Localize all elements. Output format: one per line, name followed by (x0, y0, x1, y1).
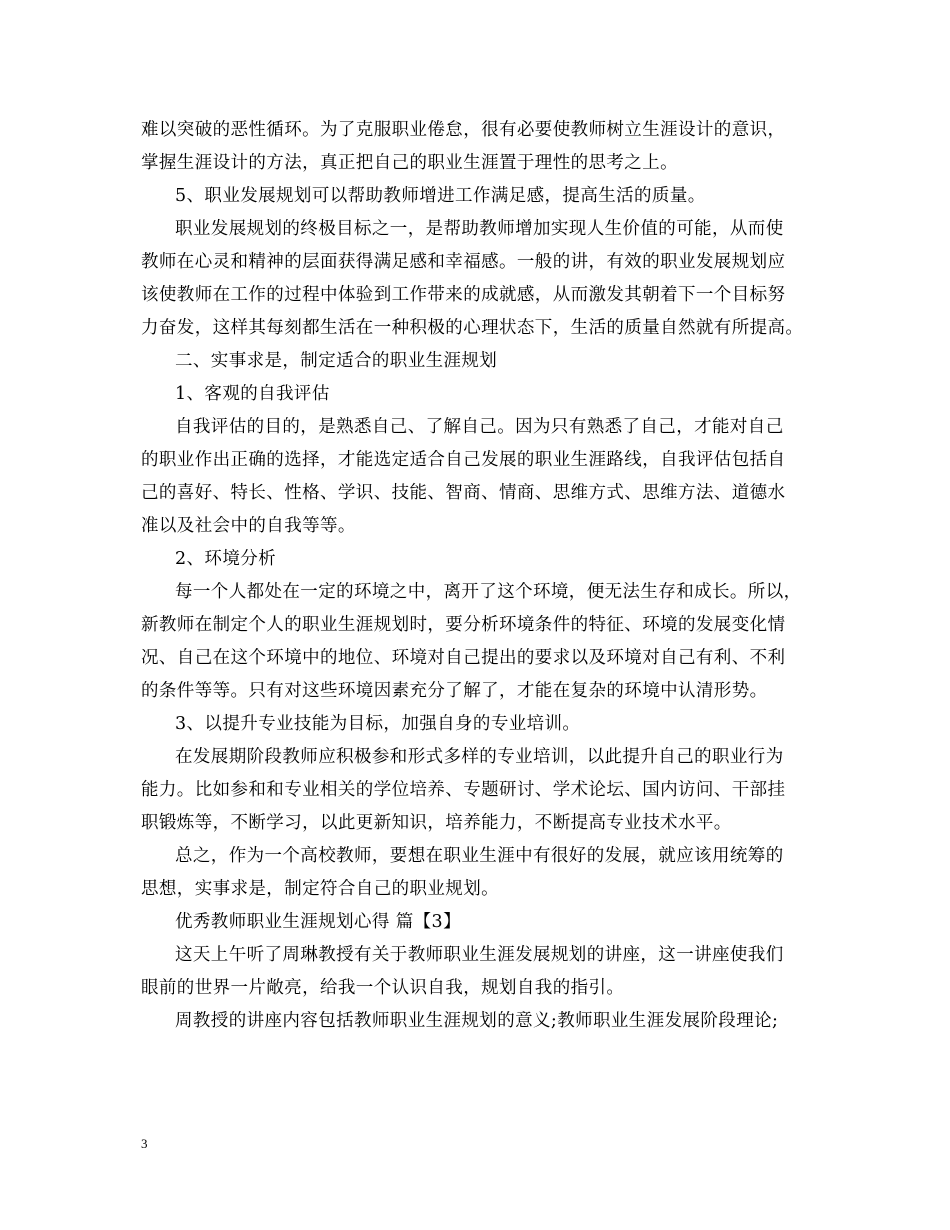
text-line: 周教授的讲座内容包括教师职业生涯规划的意义;教师职业生涯发展阶段理论; (175, 1011, 779, 1031)
text-line: 每一个人都处在一定的环境之中，离开了这个环境，便无法生存和成长。所以， (175, 582, 802, 602)
text-line: 思想，实事求是，制定符合自己的职业规划。 (141, 879, 499, 899)
text-line: 准以及社会中的自我等等。 (141, 516, 356, 536)
text-line: 这天上午听了周琳教授有关于教师职业生涯发展规划的讲座，这一讲座使我们 (175, 945, 784, 965)
text-line: 在发展期阶段教师应积极参和形式多样的专业培训，以此提升自己的职业行为 (175, 747, 784, 767)
article-heading: 优秀教师职业生涯规划心得 篇【3】 (175, 912, 461, 932)
section-heading: 二、实事求是，制定适合的职业生涯规划 (175, 351, 498, 371)
text-line: 的条件等等。只有对这些环境因素充分了解了，才能在复杂的环境中认清形势。 (141, 681, 768, 701)
text-line: 眼前的世界一片敞亮，给我一个认识自我，规划自我的指引。 (141, 978, 625, 998)
subsection-heading: 3、以提升专业技能为目标，加强自身的专业培训。 (175, 714, 581, 734)
text-line: 的职业作出正确的选择，才能选定适合自己发展的职业生涯路线，自我评估包括自 (141, 450, 786, 470)
text-line: 职锻炼等，不断学习，以此更新知识，培养能力，不断提高专业技术水平。 (141, 813, 732, 833)
text-line: 该使教师在工作的过程中体验到工作带来的成就感，从而激发其朝着下一个目标努 (141, 285, 786, 305)
subsection-heading: 1、客观的自我评估 (175, 384, 330, 404)
subsection-heading: 2、环境分析 (175, 549, 277, 569)
text-line: 自我评估的目的，是熟悉自己、了解自己。因为只有熟悉了自己，才能对自己 (175, 417, 784, 437)
text-line: 掌握生涯设计的方法，真正把自己的职业生涯置于理性的思考之上。 (141, 153, 678, 173)
body-text (141, 114, 811, 1038)
text-line: 总之，作为一个高校教师，要想在职业生涯中有很好的发展，就应该用统筹的 (175, 846, 784, 866)
text-line: 教师在心灵和精神的层面获得满足感和幸福感。一般的讲，有效的职业发展规划应 (141, 252, 786, 272)
page-number: 3 (141, 1136, 148, 1151)
text-line: 能力。比如参和和专业相关的学位培养、专题研讨、学术论坛、国内访问、干部挂 (141, 780, 786, 800)
text-line: 难以突破的恶性循环。为了克服职业倦怠，很有必要使教师树立生涯设计的意识， (141, 120, 786, 140)
text-line: 己的喜好、特长、性格、学识、技能、智商、情商、思维方式、思维方法、道德水 (141, 483, 786, 503)
text-line: 况、自己在这个环境中的地位、环境对自己提出的要求以及环境对自己有利、不利 (141, 648, 786, 668)
text-line: 力奋发，这样其每刻都生活在一种积极的心理状态下，生活的质量自然就有所提高。 (141, 318, 804, 338)
text-line: 新教师在制定个人的职业生涯规划时，要分析环境条件的特征、环境的发展变化情 (141, 615, 786, 635)
text-line: 职业发展规划的终极目标之一，是帮助教师增加实现人生价值的可能，从而使 (175, 219, 784, 239)
text-line: 5、职业发展规划可以帮助教师增进工作满足感，提高生活的质量。 (175, 186, 706, 206)
